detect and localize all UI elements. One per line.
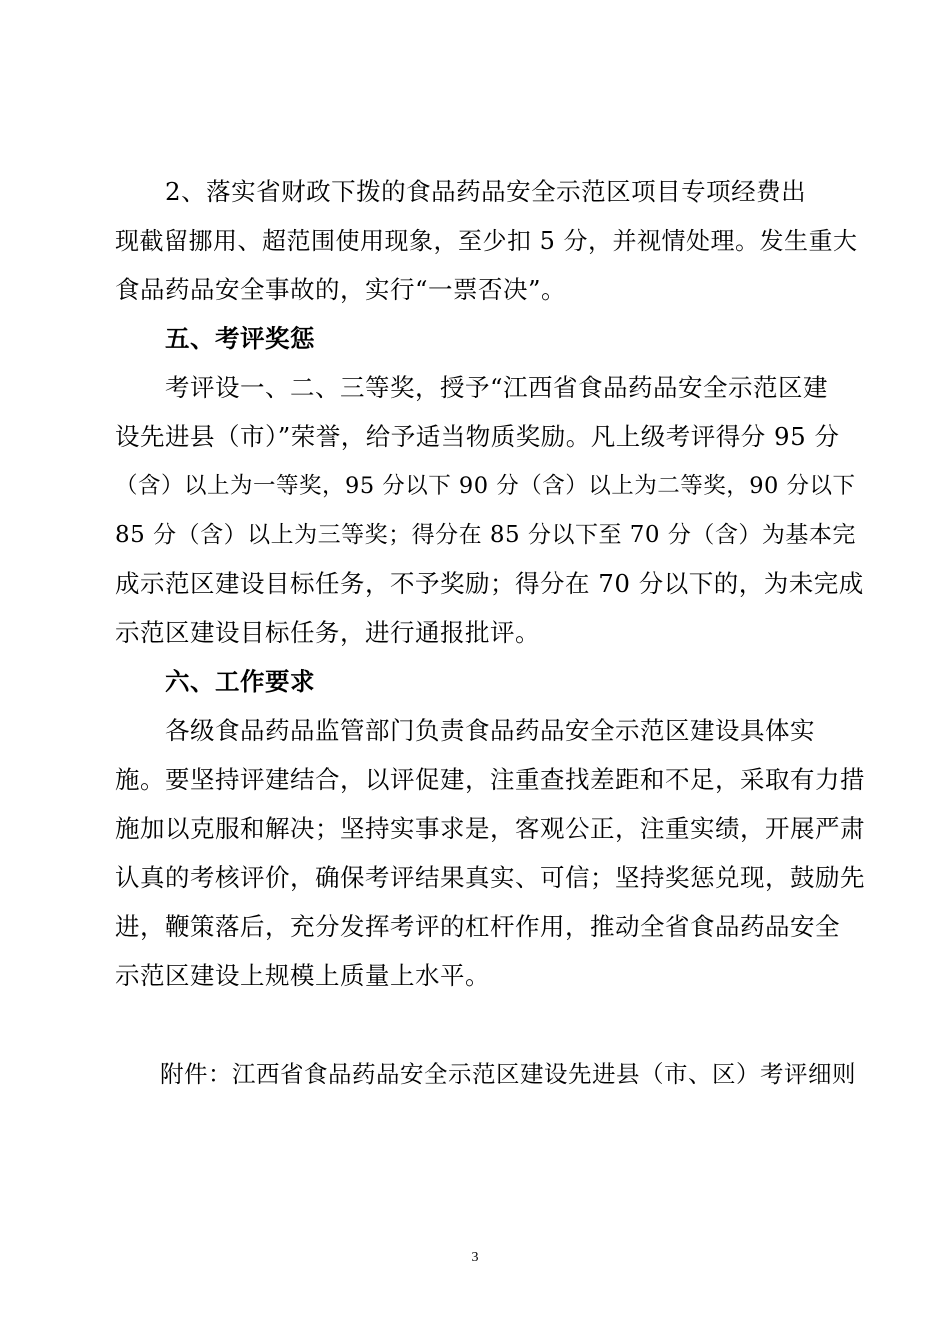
- text-line: 2、落实省财政下拨的食品药品安全示范区项目专项经费出: [165, 177, 807, 206]
- text-line: 施加以克服和解决；坚持实事求是，客观公正，注重实绩，开展严肃: [115, 814, 865, 843]
- text-line: 考评设一、二、三等奖，授予“江西省食品药品安全示范区建: [165, 373, 829, 402]
- text-line: （含）以上为一等奖，95 分以下 90 分（含）以上为二等奖，90 分以下: [115, 473, 856, 499]
- text-line: 85 分（含）以上为三等奖；得分在 85 分以下至 70 分（含）为基本完: [115, 522, 856, 548]
- section-heading: 六、工作要求: [165, 667, 315, 696]
- text-line: 现截留挪用、超范围使用现象，至少扣 5 分，并视情处理。发生重大: [115, 227, 858, 255]
- text-line: 成示范区建设目标任务，不予奖励；得分在 70 分以下的，为未完成: [115, 569, 864, 598]
- attachment-line: 附件：江西省食品药品安全示范区建设先进县（市、区）考评细则: [160, 1060, 856, 1088]
- text-line: 各级食品药品监管部门负责食品药品安全示范区建设具体实: [165, 716, 815, 745]
- text-line: 示范区建设上规模上质量上水平。: [115, 961, 490, 990]
- page-number: 3: [471, 1250, 479, 1265]
- text-line: 食品药品安全事故的，实行“一票否决”。: [115, 275, 567, 304]
- text-line: 施。要坚持评建结合，以评促建，注重查找差距和不足，采取有力措: [115, 765, 865, 794]
- section-heading: 五、考评奖惩: [165, 324, 315, 353]
- text-line: 认真的考核评价，确保考评结果真实、可信；坚持奖惩兑现，鼓励先: [115, 863, 865, 892]
- text-line: 示范区建设目标任务，进行通报批评。: [115, 618, 540, 647]
- text-line: 进，鞭策落后，充分发挥考评的杠杆作用，推动全省食品药品安全: [115, 912, 840, 941]
- text-line: 设先进县（市）”荣誉，给予适当物质奖励。凡上级考评得分 95 分: [115, 422, 840, 451]
